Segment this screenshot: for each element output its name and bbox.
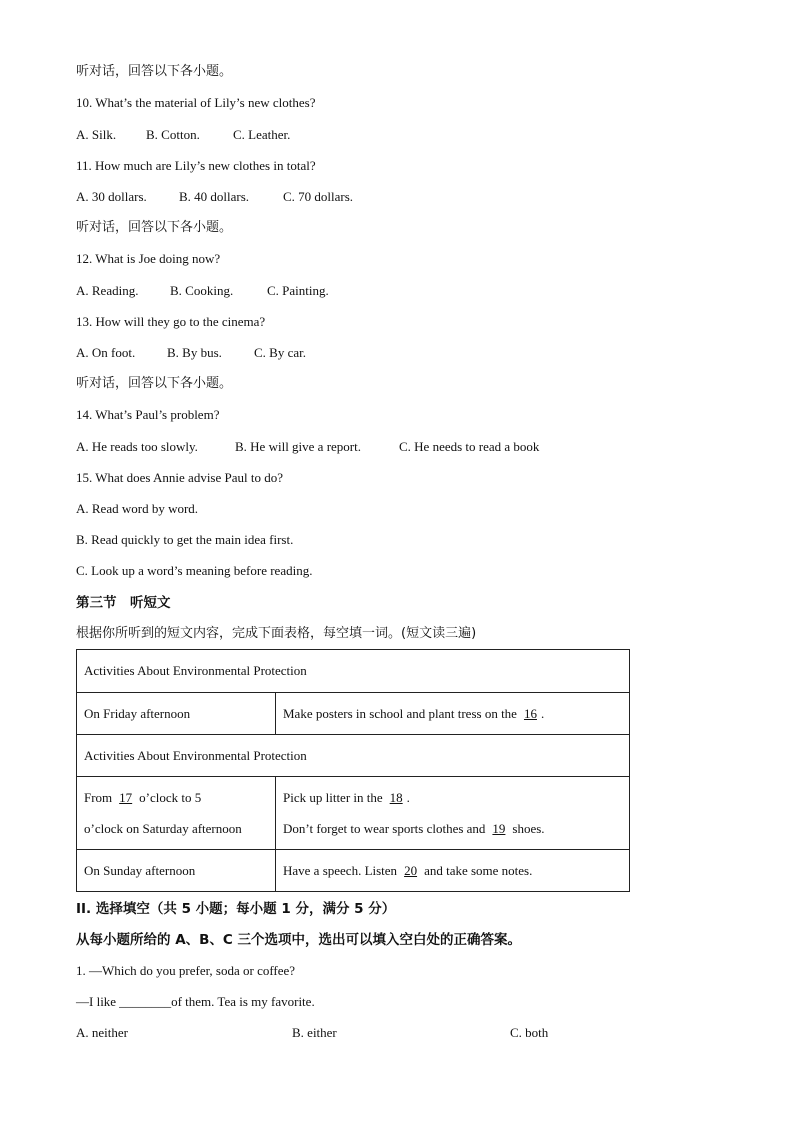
instruction-b: 听对话，回答以下各小题。 [76, 220, 233, 235]
options-13 [76, 345, 306, 361]
option-c: C. 70 dollars. [283, 189, 354, 204]
q1-pre: —I like [76, 994, 117, 1009]
question-1: 1. —Which do you prefer, soda or coffee? [76, 963, 296, 978]
part2-instruction: 从每小题所给的 A、B、C 三个选项中，选出可以填入空白处的正确答案。 [76, 932, 522, 948]
option-b: B. By bus. [167, 345, 222, 360]
question-12: 12. What is Joe doing now? [76, 251, 221, 266]
options-10 [76, 127, 290, 143]
option-a: A. Silk. [76, 127, 117, 142]
option-a: A. He reads too slowly. [76, 439, 198, 454]
options-14 [76, 439, 539, 455]
options-12 [76, 283, 329, 299]
row1-time: On Friday afternoon [77, 693, 276, 735]
question-15: 15. What does Annie advise Paul to do? [76, 470, 284, 485]
option-a: A. 30 dollars. [76, 189, 147, 204]
row2-activity [276, 777, 630, 850]
option-c: C. Painting. [267, 283, 329, 298]
instruction-a: 听对话，回答以下各小题。 [76, 64, 233, 79]
section3-instruction: 根据你所听到的短文内容，完成下面表格，每空填一词。(短文读三遍) [76, 626, 477, 641]
row1-activity-text: Make posters in school and plant tress on the [283, 705, 517, 721]
option-b: B. He will give a report. [235, 439, 361, 454]
blank-17[interactable]: 17 [119, 790, 133, 805]
option-b: B. Cotton. [146, 127, 200, 142]
row2-act1-post: . [406, 790, 410, 805]
row3-act-pre: Have a speech. Listen [283, 862, 398, 878]
question-1-line2 [76, 994, 315, 1010]
question-13: 13. How will they go to the cinema? [76, 314, 266, 329]
blank-16[interactable]: 16 [523, 705, 537, 721]
option-15-a: A. Read word by word. [76, 501, 199, 516]
options-1 [76, 1025, 548, 1041]
row3-activity [276, 850, 630, 892]
table-row [77, 850, 630, 892]
question-10: 10. What’s the material of Lily’s new clothes? [76, 95, 316, 110]
activities-table [76, 649, 630, 892]
options-11 [76, 189, 353, 205]
option-c: C. both [510, 1025, 549, 1040]
row3-act-post: and take some notes. [424, 862, 533, 878]
option-a: A. On foot. [76, 345, 136, 360]
instruction-c: 听对话，回答以下各小题。 [76, 376, 233, 391]
q1-post: of them. Tea is my favorite. [171, 994, 315, 1009]
option-b: B. Cooking. [170, 283, 234, 298]
row2-time-mid: o’clock to 5 [139, 790, 202, 805]
q1-blank[interactable]: ________ [119, 994, 172, 1009]
option-b: B. either [292, 1025, 337, 1040]
option-c: C. By car. [254, 345, 306, 360]
row3-time: On Sunday afternoon [77, 850, 276, 892]
row2-time-line2: o’clock on Saturday afternoon [84, 821, 242, 836]
option-a: A. Reading. [76, 283, 139, 298]
question-11: 11. How much are Lily’s new clothes in total? [76, 158, 316, 173]
blank-20[interactable]: 20 [404, 862, 418, 878]
option-c: C. He needs to read a book [399, 439, 540, 454]
option-c: C. Leather. [233, 127, 291, 142]
row2-act2-post: shoes. [512, 821, 545, 836]
blank-19[interactable]: 19 [492, 821, 506, 836]
table-row [77, 735, 630, 777]
row2-act2-pre: Don’t forget to wear sports clothes and [283, 821, 486, 836]
table-header-1: Activities About Environmental Protection [77, 650, 630, 693]
table-row [77, 777, 630, 850]
row1-period: . [540, 705, 545, 721]
part2-heading: II. 选择填空（共 5 小题；每小题 1 分，满分 5 分） [76, 901, 396, 917]
row2-time [77, 777, 276, 850]
row2-time-pre: From [84, 790, 113, 805]
section3-heading: 第三节 听短文 [76, 595, 171, 611]
row1-activity [276, 693, 630, 735]
blank-18[interactable]: 18 [389, 790, 403, 805]
row2-act1-pre: Pick up litter in the [283, 790, 383, 805]
question-14: 14. What’s Paul’s problem? [76, 407, 220, 422]
table-row [77, 650, 630, 693]
option-15-b: B. Read quickly to get the main idea first. [76, 532, 294, 547]
option-a: A. neither [76, 1025, 128, 1040]
table-header-2: Activities About Environmental Protection [77, 735, 630, 777]
option-15-c: C. Look up a word’s meaning before reading. [76, 563, 313, 578]
option-b: B. 40 dollars. [179, 189, 250, 204]
table-row [77, 693, 630, 735]
